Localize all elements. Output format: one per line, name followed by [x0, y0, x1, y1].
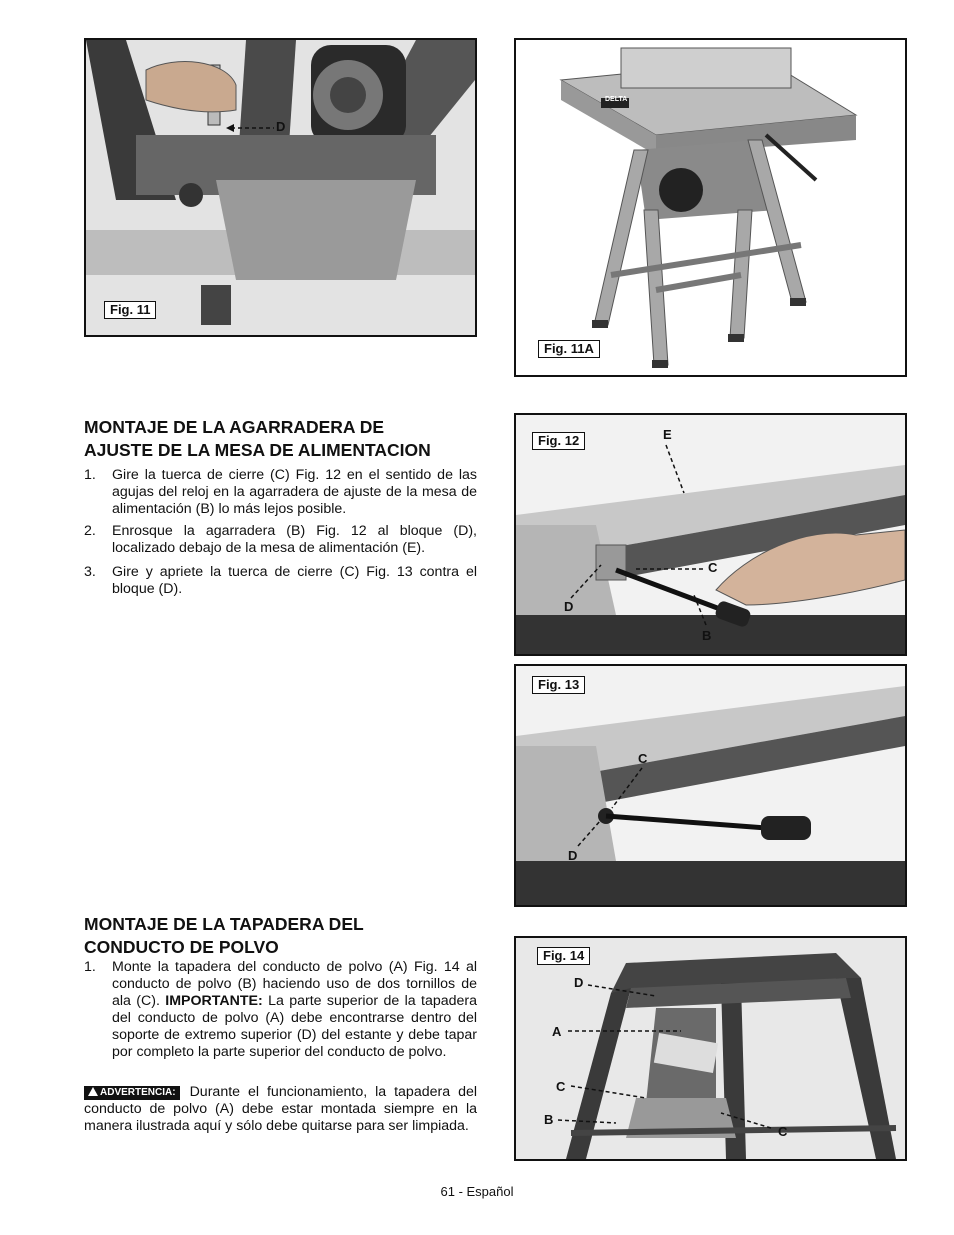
callout-d: D: [574, 975, 584, 990]
step-text-b: La parte superior de la tapadera del conducto de polvo (A) debe encontrarse dentro del soporte de extremo superior (D) del estante y debe tapar por completo la parte superior del conducto de polvo.: [112, 993, 478, 1060]
fig11a-label: Fig. 11A: [538, 340, 600, 358]
callout-c: C: [638, 751, 648, 766]
step-text: [112, 959, 477, 1061]
brand-plate: DELTA: [605, 96, 628, 103]
fig12-label: Fig. 12: [532, 432, 585, 450]
section1-heading-line1: MONTAJE DE LA AGARRADERA DE: [84, 417, 385, 437]
callout-e: E: [663, 427, 672, 442]
fig12-photo: [516, 415, 905, 654]
fig11-photo: [86, 40, 475, 335]
callout-d: D: [568, 848, 578, 863]
fig13-label: Fig. 13: [532, 676, 585, 694]
figure-11a: [514, 38, 907, 377]
figure-13: [514, 664, 907, 907]
warning-text: Durante el funcionamiento, la tapadera del conducto de polvo (A) debe estar montada siempre en la manera ilustrada aquí y sólo debe quitarse para ser limpiada.: [84, 1084, 477, 1134]
figure-11: [84, 38, 477, 337]
warning-paragraph: [84, 1084, 477, 1135]
step-text: Gire y apriete la tuerca de cierre (C) Fig. 13 contra el bloque (D).: [112, 564, 477, 597]
callout-b: B: [544, 1112, 554, 1127]
step-text: Gire la tuerca de cierre (C) Fig. 12 en el sentido de las agujas del reloj en la agarradera de ajuste de la mesa de alimentación (B) lo más lejos posible.: [112, 467, 477, 517]
warning-label: ADVERTENCIA:: [100, 1087, 176, 1098]
step-text: Enrosque la agarradera (B) Fig. 12 al bloque (D), localizado debajo de la mesa de alimentación (E).: [112, 523, 477, 556]
section1-step-1: [84, 467, 477, 518]
section1-heading-line2: AJUSTE DE LA MESA DE ALIMENTACION: [84, 440, 431, 460]
callout-c-right: C: [778, 1124, 788, 1139]
step-number: 1.: [84, 467, 96, 483]
warning-triangle-icon: [88, 1087, 98, 1096]
section2-step-1: [84, 959, 477, 1061]
step-number: 1.: [84, 959, 96, 975]
section1-step-3: [84, 564, 477, 598]
step-number: 2.: [84, 523, 96, 539]
step-number: 3.: [84, 564, 96, 580]
important-label: IMPORTANTE:: [165, 993, 263, 1009]
section2-heading-line2: CONDUCTO DE POLVO: [84, 937, 279, 957]
fig14-photo: [516, 938, 905, 1159]
callout-b: B: [702, 628, 712, 643]
callout-a: A: [552, 1024, 562, 1039]
fig13-photo: [516, 666, 905, 905]
callout-c: C: [708, 560, 718, 575]
section1-heading: [84, 416, 431, 462]
warning-badge: [84, 1086, 180, 1100]
callout-d: D: [564, 599, 574, 614]
fig14-label: Fig. 14: [537, 947, 590, 965]
figure-12: [514, 413, 907, 656]
section2-heading-line1: MONTAJE DE LA TAPADERA DEL: [84, 914, 364, 934]
section1-step-2: [84, 523, 477, 557]
fig11-label: Fig. 11: [104, 301, 156, 319]
callout-c-left: C: [556, 1079, 566, 1094]
fig11a-photo: [516, 40, 905, 375]
page-number: 61 - Español: [440, 1184, 514, 1199]
section2-heading: [84, 913, 364, 959]
callout-d: D: [276, 119, 286, 134]
figure-14: [514, 936, 907, 1161]
step-text-a: Monte la tapadera del conducto de polvo (A) Fig. 14 al conducto de polvo (B) haciendo uso de dos tornillos de ala (C).: [112, 959, 477, 1009]
